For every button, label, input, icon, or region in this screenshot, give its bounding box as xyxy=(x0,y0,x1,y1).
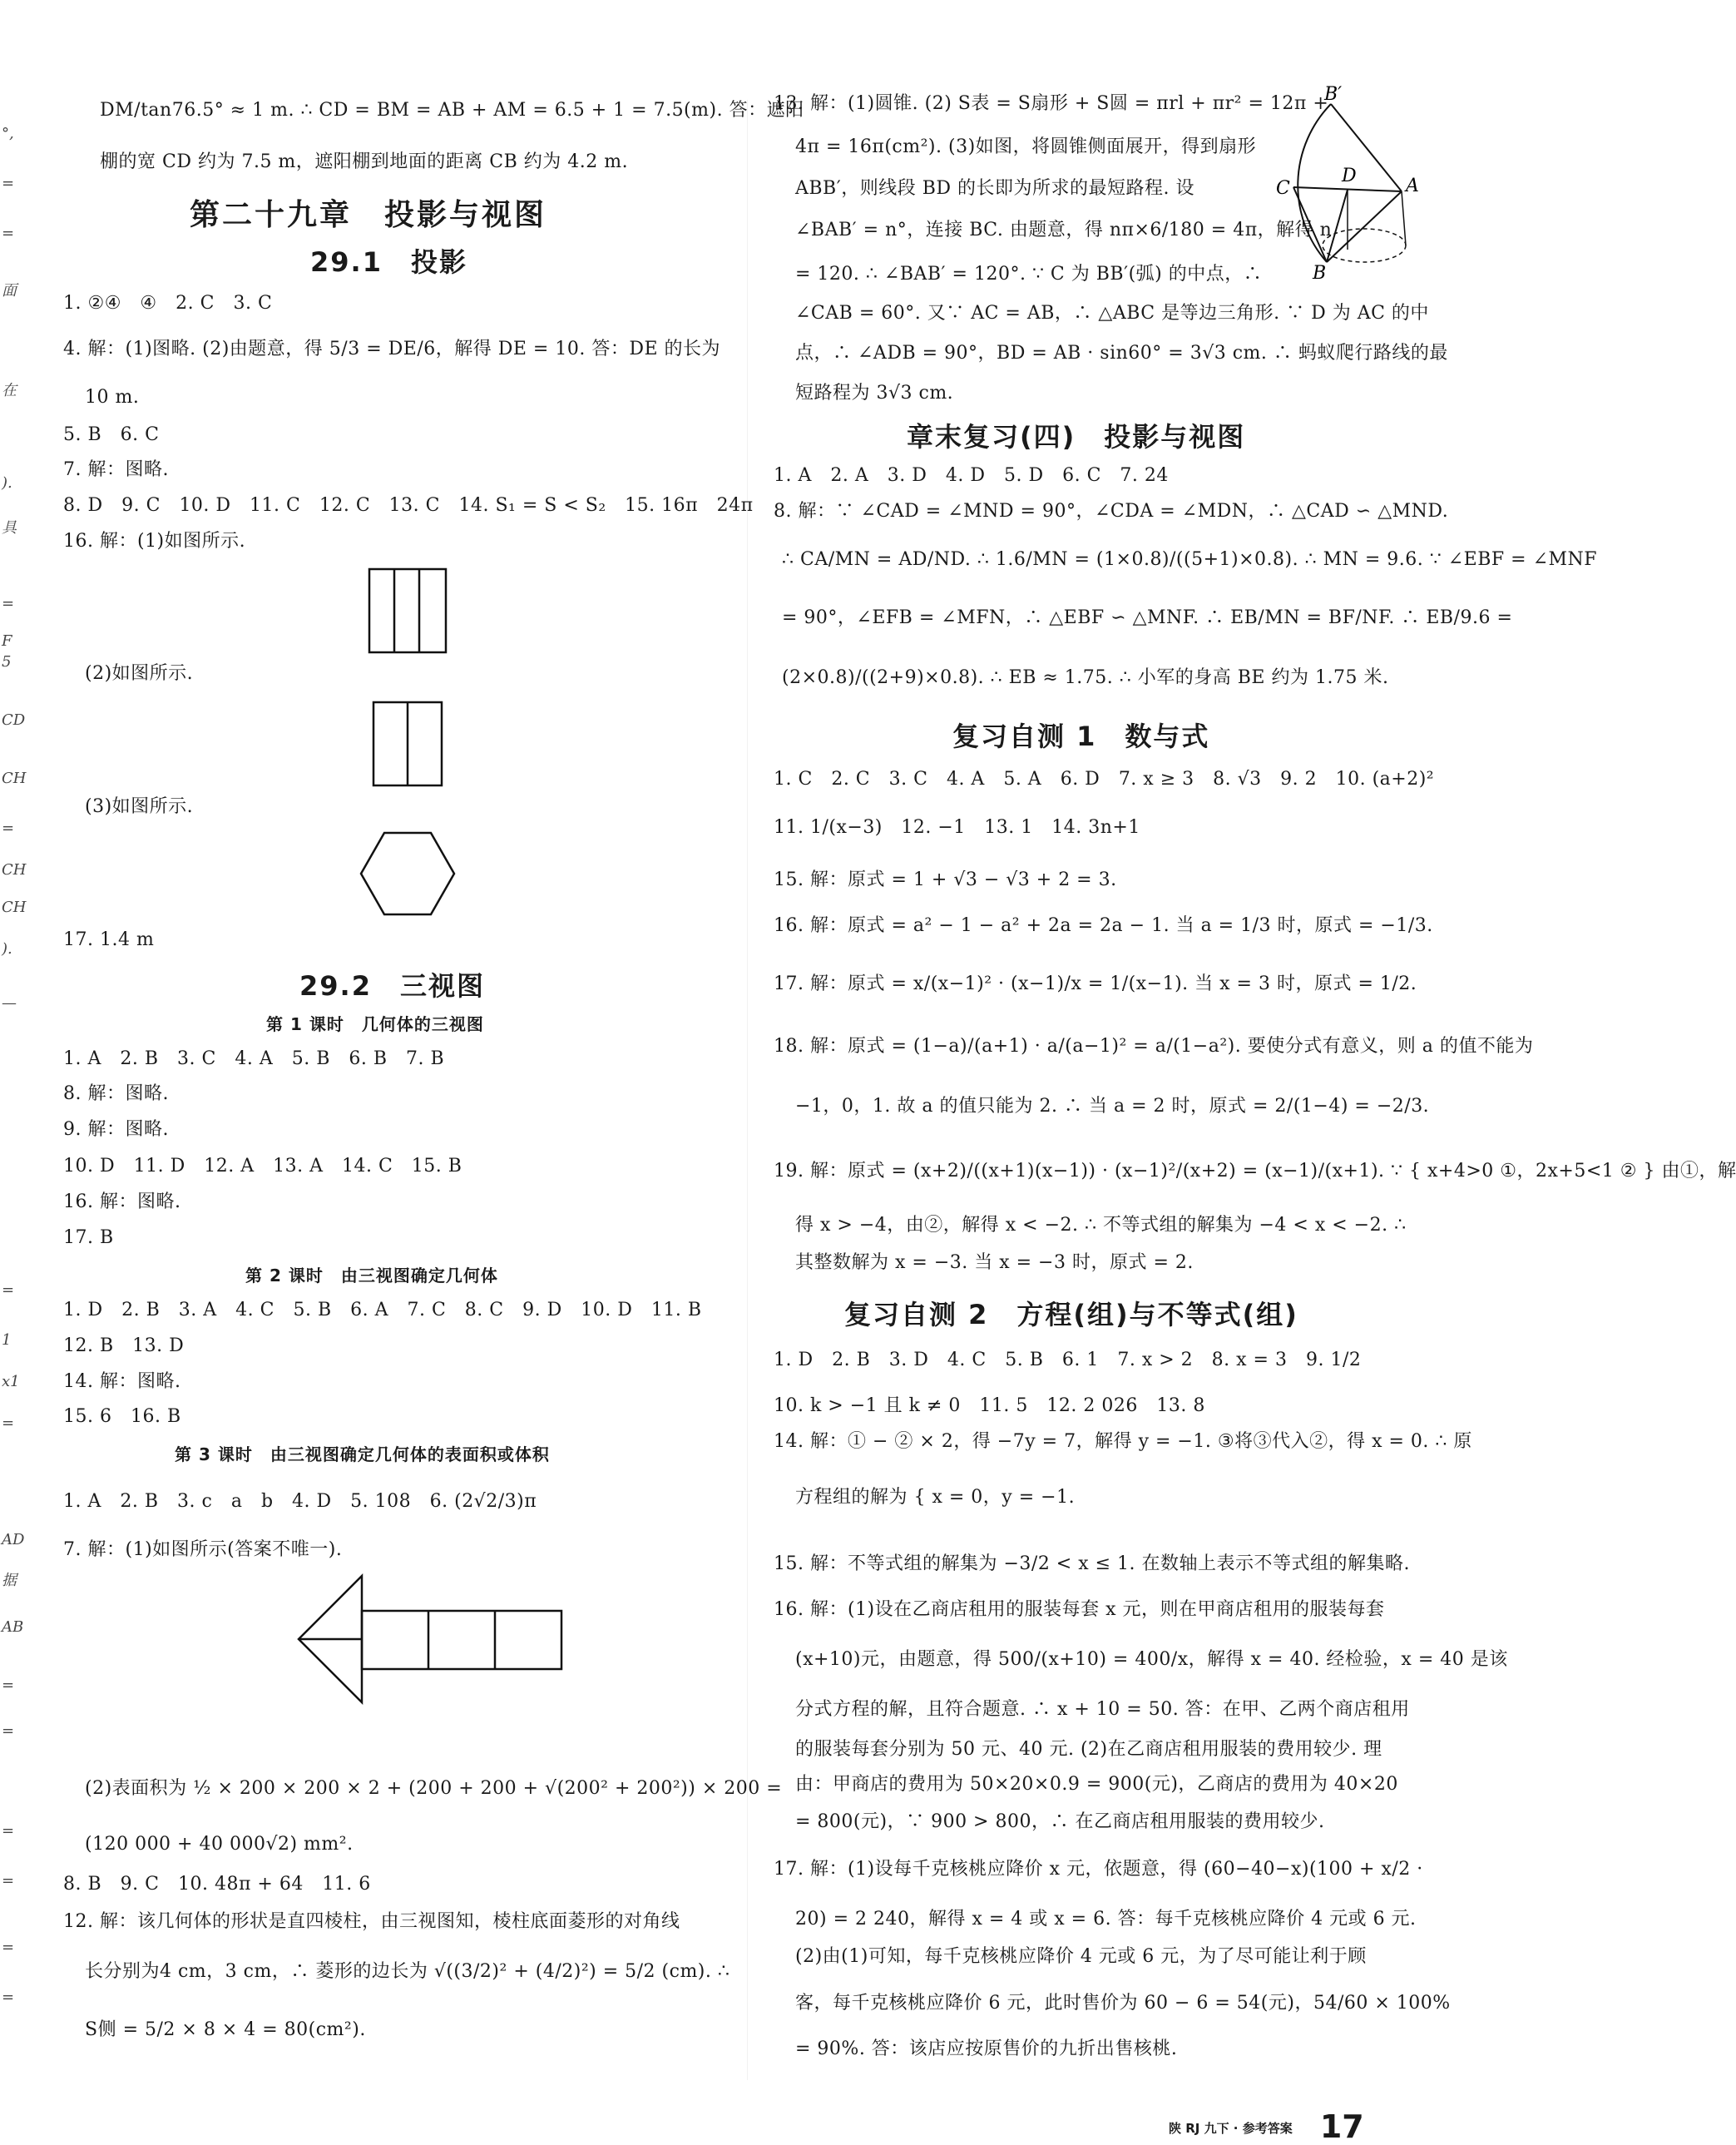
answer-line: = 120. ∴ ∠BAB′ = 120°. ∵ C 为 BB′(弧) 的中点，∴ xyxy=(795,264,1263,285)
answer-line: 方程组的解为 { x = 0，y = −1. xyxy=(795,1487,1076,1508)
three-rectangle-view-figure xyxy=(366,566,449,657)
page-footer xyxy=(1169,2103,1364,2145)
answer-line: 17. 解：原式 = x/(x−1)² · (x−1)/x = 1/(x−1). 当 x = 3 时，原式 = 1/2. xyxy=(774,973,1417,994)
answer-line: 1. A 2. B 3. c a b 4. D 5. 108 6. (2√2/3)π xyxy=(63,1491,537,1512)
edge-fragment: AB xyxy=(2,1618,24,1636)
answer-line: 8. B 9. C 10. 48π + 64 11. 6 xyxy=(63,1874,371,1895)
answer-line: (2)由(1)可知，每千克核桃应降价 4 元或 6 元，为了尽可能让利于顾 xyxy=(795,1946,1367,1967)
answer-line: 12. B 13. D xyxy=(63,1335,185,1356)
answer-line: 1. C 2. C 3. C 4. A 5. A 6. D 7. x ≥ 3 8. √3 9. 2 10. (a+2)² xyxy=(774,769,1435,790)
answer-line: 7. 解：图略. xyxy=(63,459,169,480)
answer-line: DM/tan76.5° ≈ 1 m. ∴ CD = BM = AB + AM = 6.5 + 1 = 7.5(m). 答：遮阳 xyxy=(100,100,804,121)
answer-line: 17. 1.4 m xyxy=(63,929,155,950)
answer-line: = 800(元)，∵ 900 > 800，∴ 在乙商店租用服装的费用较少. xyxy=(795,1811,1325,1832)
answer-line: 17. B xyxy=(63,1227,114,1248)
edge-fragment: 在 xyxy=(2,382,17,399)
edge-fragment: = xyxy=(2,1822,15,1840)
cone-unfolding-figure xyxy=(1273,83,1431,283)
edge-fragment: 5 xyxy=(2,653,12,671)
edge-fragment: = xyxy=(2,225,15,242)
answer-line: 11. 1/(x−3) 12. −1 13. 1 14. 3n+1 xyxy=(774,817,1140,838)
edge-fragment: 据 xyxy=(2,1572,17,1589)
answer-line: 的服装每套分别为 50 元、40 元. (2)在乙商店租用服装的费用较少. 理 xyxy=(795,1739,1382,1760)
answer-line: 10 m. xyxy=(85,387,140,408)
answer-line: 7. 解：(1)如图所示(答案不唯一). xyxy=(63,1539,343,1560)
answer-line: 16. 解：(1)如图所示. xyxy=(63,531,246,552)
chapter-title: 第二十九章 投影与视图 xyxy=(190,198,547,232)
lesson-title: 第 1 课时 几何体的三视图 xyxy=(266,1014,484,1034)
two-rectangle-view-figure xyxy=(370,699,445,790)
answer-line: 14. 解：① − ② × 2，得 −7y = 7，解得 y = −1. ③将③代入②，得 x = 0. ∴ 原 xyxy=(774,1431,1472,1452)
answer-line: 18. 解：原式 = (1−a)/(a+1) · a/(a−1)² = a/(1−a²). 要使分式有意义，则 a 的值不能为 xyxy=(774,1036,1534,1057)
answer-line: 10. k > −1 且 k ≠ 0 11. 5 12. 2 026 13. 8 xyxy=(774,1395,1205,1416)
answer-line: ∠CAB = 60°. 又∵ AC = AB，∴ △ABC 是等边三角形. ∵ D 为 AC 的中 xyxy=(795,303,1429,324)
answer-line: 16. 解：(1)设在乙商店租用的服装每套 x 元，则在甲商店租用的服装每套 xyxy=(774,1599,1385,1620)
answer-line: 13. 解：(1)圆锥. (2) S表 = S扇形 + S圆 = πrl + πr² = 12π + xyxy=(774,93,1329,114)
cone-label-c: C xyxy=(1276,178,1290,199)
cone-label-b: B xyxy=(1313,263,1327,284)
answer-line: (120 000 + 40 000√2) mm². xyxy=(85,1834,354,1855)
answer-line: 由：甲商店的费用为 50×20×0.9 = 900(元)，乙商店的费用为 40×20 xyxy=(795,1774,1398,1795)
edge-fragment: CH xyxy=(2,899,27,916)
answer-line: ABB′，则线段 BD 的长即为所求的最短路程. 设 xyxy=(795,178,1194,199)
section-title: 29.1 投影 xyxy=(310,246,467,278)
edge-fragment: ). xyxy=(2,940,12,958)
answer-line: (2)表面积为 ½ × 200 × 200 × 2 + (200 + 200 + √(200² + 200²)) × 200 = xyxy=(85,1778,783,1799)
answer-line: (x+10)元，由题意，得 500/(x+10) = 400/x，解得 x = 40. 经检验，x = 40 是该 xyxy=(795,1649,1508,1670)
section-title: 复习自测 1 数与式 xyxy=(952,721,1210,752)
answer-line: S侧 = 5/2 × 8 × 4 = 80(cm²). xyxy=(85,2019,366,2040)
answer-line: 4π = 16π(cm²). (3)如图，将圆锥侧面展开，得到扇形 xyxy=(795,136,1257,157)
section-title: 章末复习(四) 投影与视图 xyxy=(907,421,1246,453)
answer-line: 17. 解：(1)设每千克核桃应降价 x 元，依题意，得 (60−40−x)(100 + x/2 · xyxy=(774,1859,1423,1880)
edge-fragment: = xyxy=(2,1989,15,2006)
answer-line: 5. B 6. C xyxy=(63,424,160,445)
edge-fragment: — xyxy=(2,994,17,1012)
answer-line: 14. 解：图略. xyxy=(63,1371,181,1392)
hexagon-view-figure xyxy=(358,828,457,919)
answer-line: 16. 解：原式 = a² − 1 − a² + 2a = 2a − 1. 当 a = 1/3 时，原式 = −1/3. xyxy=(774,915,1433,936)
answer-line: ∴ CA/MN = AD/ND. ∴ 1.6/MN = (1×0.8)/((5+1)×0.8). ∴ MN = 9.6. ∵ ∠EBF = ∠MNF xyxy=(782,549,1598,570)
answer-line: (2×0.8)/((2+9)×0.8). ∴ EB ≈ 1.75. ∴ 小军的身高 BE 约为 1.75 米. xyxy=(782,667,1389,688)
edge-fragment: 具 xyxy=(2,519,17,537)
answer-line: 棚的宽 CD 约为 7.5 m，遮阳棚到地面的距离 CB 约为 4.2 m. xyxy=(100,151,629,172)
answer-line: = 90°，∠EFB = ∠MFN，∴ △EBF ∽ △MNF. ∴ EB/MN = BF/NF. ∴ EB/9.6 = xyxy=(782,607,1513,628)
answer-line: 其整数解为 x = −3. 当 x = −3 时，原式 = 2. xyxy=(795,1252,1194,1273)
edge-fragment: x1 xyxy=(2,1373,20,1390)
answer-line: 得 x > −4，由②，解得 x < −2. ∴ 不等式组的解集为 −4 < x < −2. ∴ xyxy=(795,1215,1407,1236)
answer-line: 点，∴ ∠ADB = 90°，BD = AB · sin60° = 3√3 cm. ∴ 蚂蚁爬行路线的最 xyxy=(795,343,1448,364)
cone-label-d: D xyxy=(1342,166,1357,186)
answer-line: 短路程为 3√3 cm. xyxy=(795,383,954,404)
section-title: 复习自测 2 方程(组)与不等式(组) xyxy=(844,1299,1298,1330)
answer-line: 1. D 2. B 3. A 4. C 5. B 6. A 7. C 8. C 9. D 10. D 11. B xyxy=(63,1300,702,1320)
edge-fragment: 1 xyxy=(2,1331,12,1349)
answer-line: 1. A 2. A 3. D 4. D 5. D 6. C 7. 24 xyxy=(774,465,1169,486)
edge-fragment: = xyxy=(2,1939,15,1956)
answer-line: 长分别为4 cm，3 cm，∴ 菱形的边长为 √((3/2)² + (4/2)²) = 5/2 (cm). ∴ xyxy=(85,1961,730,1982)
edge-fragment: = xyxy=(2,1872,15,1890)
edge-fragment: CD xyxy=(2,711,26,729)
edge-fragment: AD xyxy=(2,1531,25,1548)
answer-line: 分式方程的解，且符合题意. ∴ x + 10 = 50. 答：在甲、乙两个商店租用 xyxy=(795,1699,1410,1720)
edge-fragment: F xyxy=(2,632,12,650)
footer-label: 陕 RJ 九下 · 参考答案 xyxy=(1169,2121,1293,2136)
page-number: 17 xyxy=(1319,2108,1364,2145)
answer-line: −1，0，1. 故 a 的值只能为 2. ∴ 当 a = 2 时，原式 = 2/(1−4) = −2/3. xyxy=(795,1096,1430,1117)
cone-label-b-prime: B′ xyxy=(1324,84,1343,105)
answer-line: 15. 6 16. B xyxy=(63,1406,181,1427)
edge-fragment: = xyxy=(2,595,15,612)
prism-net-figure xyxy=(295,1573,570,1706)
answer-line: 1. D 2. B 3. D 4. C 5. B 6. 1 7. x > 2 8. x = 3 9. 1/2 xyxy=(774,1350,1362,1370)
edge-fragment: = xyxy=(2,1722,15,1740)
answer-line: (3)如图所示. xyxy=(85,796,194,817)
answer-line: 20) = 2 240，解得 x = 4 或 x = 6. 答：每千克核桃应降价 4 元或 6 元. xyxy=(795,1909,1417,1930)
answer-line: 8. 解：图略. xyxy=(63,1083,169,1104)
answer-line: 10. D 11. D 12. A 13. A 14. C 15. B xyxy=(63,1156,462,1177)
answer-line: 8. 解：∵ ∠CAD = ∠MND = 90°，∠CDA = ∠MDN，∴ △CAD ∽ △MND. xyxy=(774,501,1449,522)
answer-line: 1. A 2. B 3. C 4. A 5. B 6. B 7. B xyxy=(63,1048,445,1069)
answer-line: 4. 解：(1)图略. (2)由题意，得 5/3 = DE/6，解得 DE = 10. 答：DE 的长为 xyxy=(63,339,721,359)
answer-line: (2)如图所示. xyxy=(85,663,194,684)
edge-fragment: CH xyxy=(2,861,27,879)
answer-line: 15. 解：不等式组的解集为 −3/2 < x ≤ 1. 在数轴上表示不等式组的解集略. xyxy=(774,1553,1411,1574)
cone-label-a: A xyxy=(1406,176,1419,196)
lesson-title: 第 3 课时 由三视图确定几何体的表面积或体积 xyxy=(175,1444,550,1464)
answer-line: 客，每千克核桃应降价 6 元，此时售价为 60 − 6 = 54(元)，54/60 × 100% xyxy=(795,1993,1451,2014)
answer-line: 1. ②④ ④ 2. C 3. C xyxy=(63,293,273,314)
edge-fragment: 面 xyxy=(2,282,17,300)
answer-line: ∠BAB′ = n°，连接 BC. 由题意，得 nπ×6/180 = 4π，解得 n xyxy=(795,220,1333,240)
edge-fragment: CH xyxy=(2,770,27,787)
edge-fragment: = xyxy=(2,175,15,192)
answer-line: 8. D 9. C 10. D 11. C 12. C 13. C 14. S₁ = S < S₂ 15. 16π 24π xyxy=(63,495,754,516)
left-edge-fragments xyxy=(0,0,27,2133)
answer-line: 15. 解：原式 = 1 + √3 − √3 + 2 = 3. xyxy=(774,869,1117,890)
answer-line: 12. 解：该几何体的形状是直四棱柱，由三视图知，棱柱底面菱形的对角线 xyxy=(63,1911,680,1932)
edge-fragment: = xyxy=(2,1414,15,1432)
edge-fragment: = xyxy=(2,820,15,837)
section-title: 29.2 三视图 xyxy=(299,970,485,1002)
answer-line: 16. 解：图略. xyxy=(63,1191,181,1212)
answer-line: = 90%. 答：该店应按原售价的九折出售核桃. xyxy=(795,2038,1178,2059)
answer-line: 19. 解：原式 = (x+2)/((x+1)(x−1)) · (x−1)²/(x+2) = (x−1)/(x+1). ∵ { x+4>0 ①，2x+5<1 ② } 由①，解 xyxy=(774,1161,1736,1181)
edge-fragment: = xyxy=(2,1281,15,1299)
edge-fragment: = xyxy=(2,1677,15,1694)
edge-fragment: ). xyxy=(2,474,12,492)
answer-line: 9. 解：图略. xyxy=(63,1119,169,1140)
lesson-title: 第 2 课时 由三视图确定几何体 xyxy=(245,1266,498,1286)
edge-fragment: °, xyxy=(2,125,14,142)
